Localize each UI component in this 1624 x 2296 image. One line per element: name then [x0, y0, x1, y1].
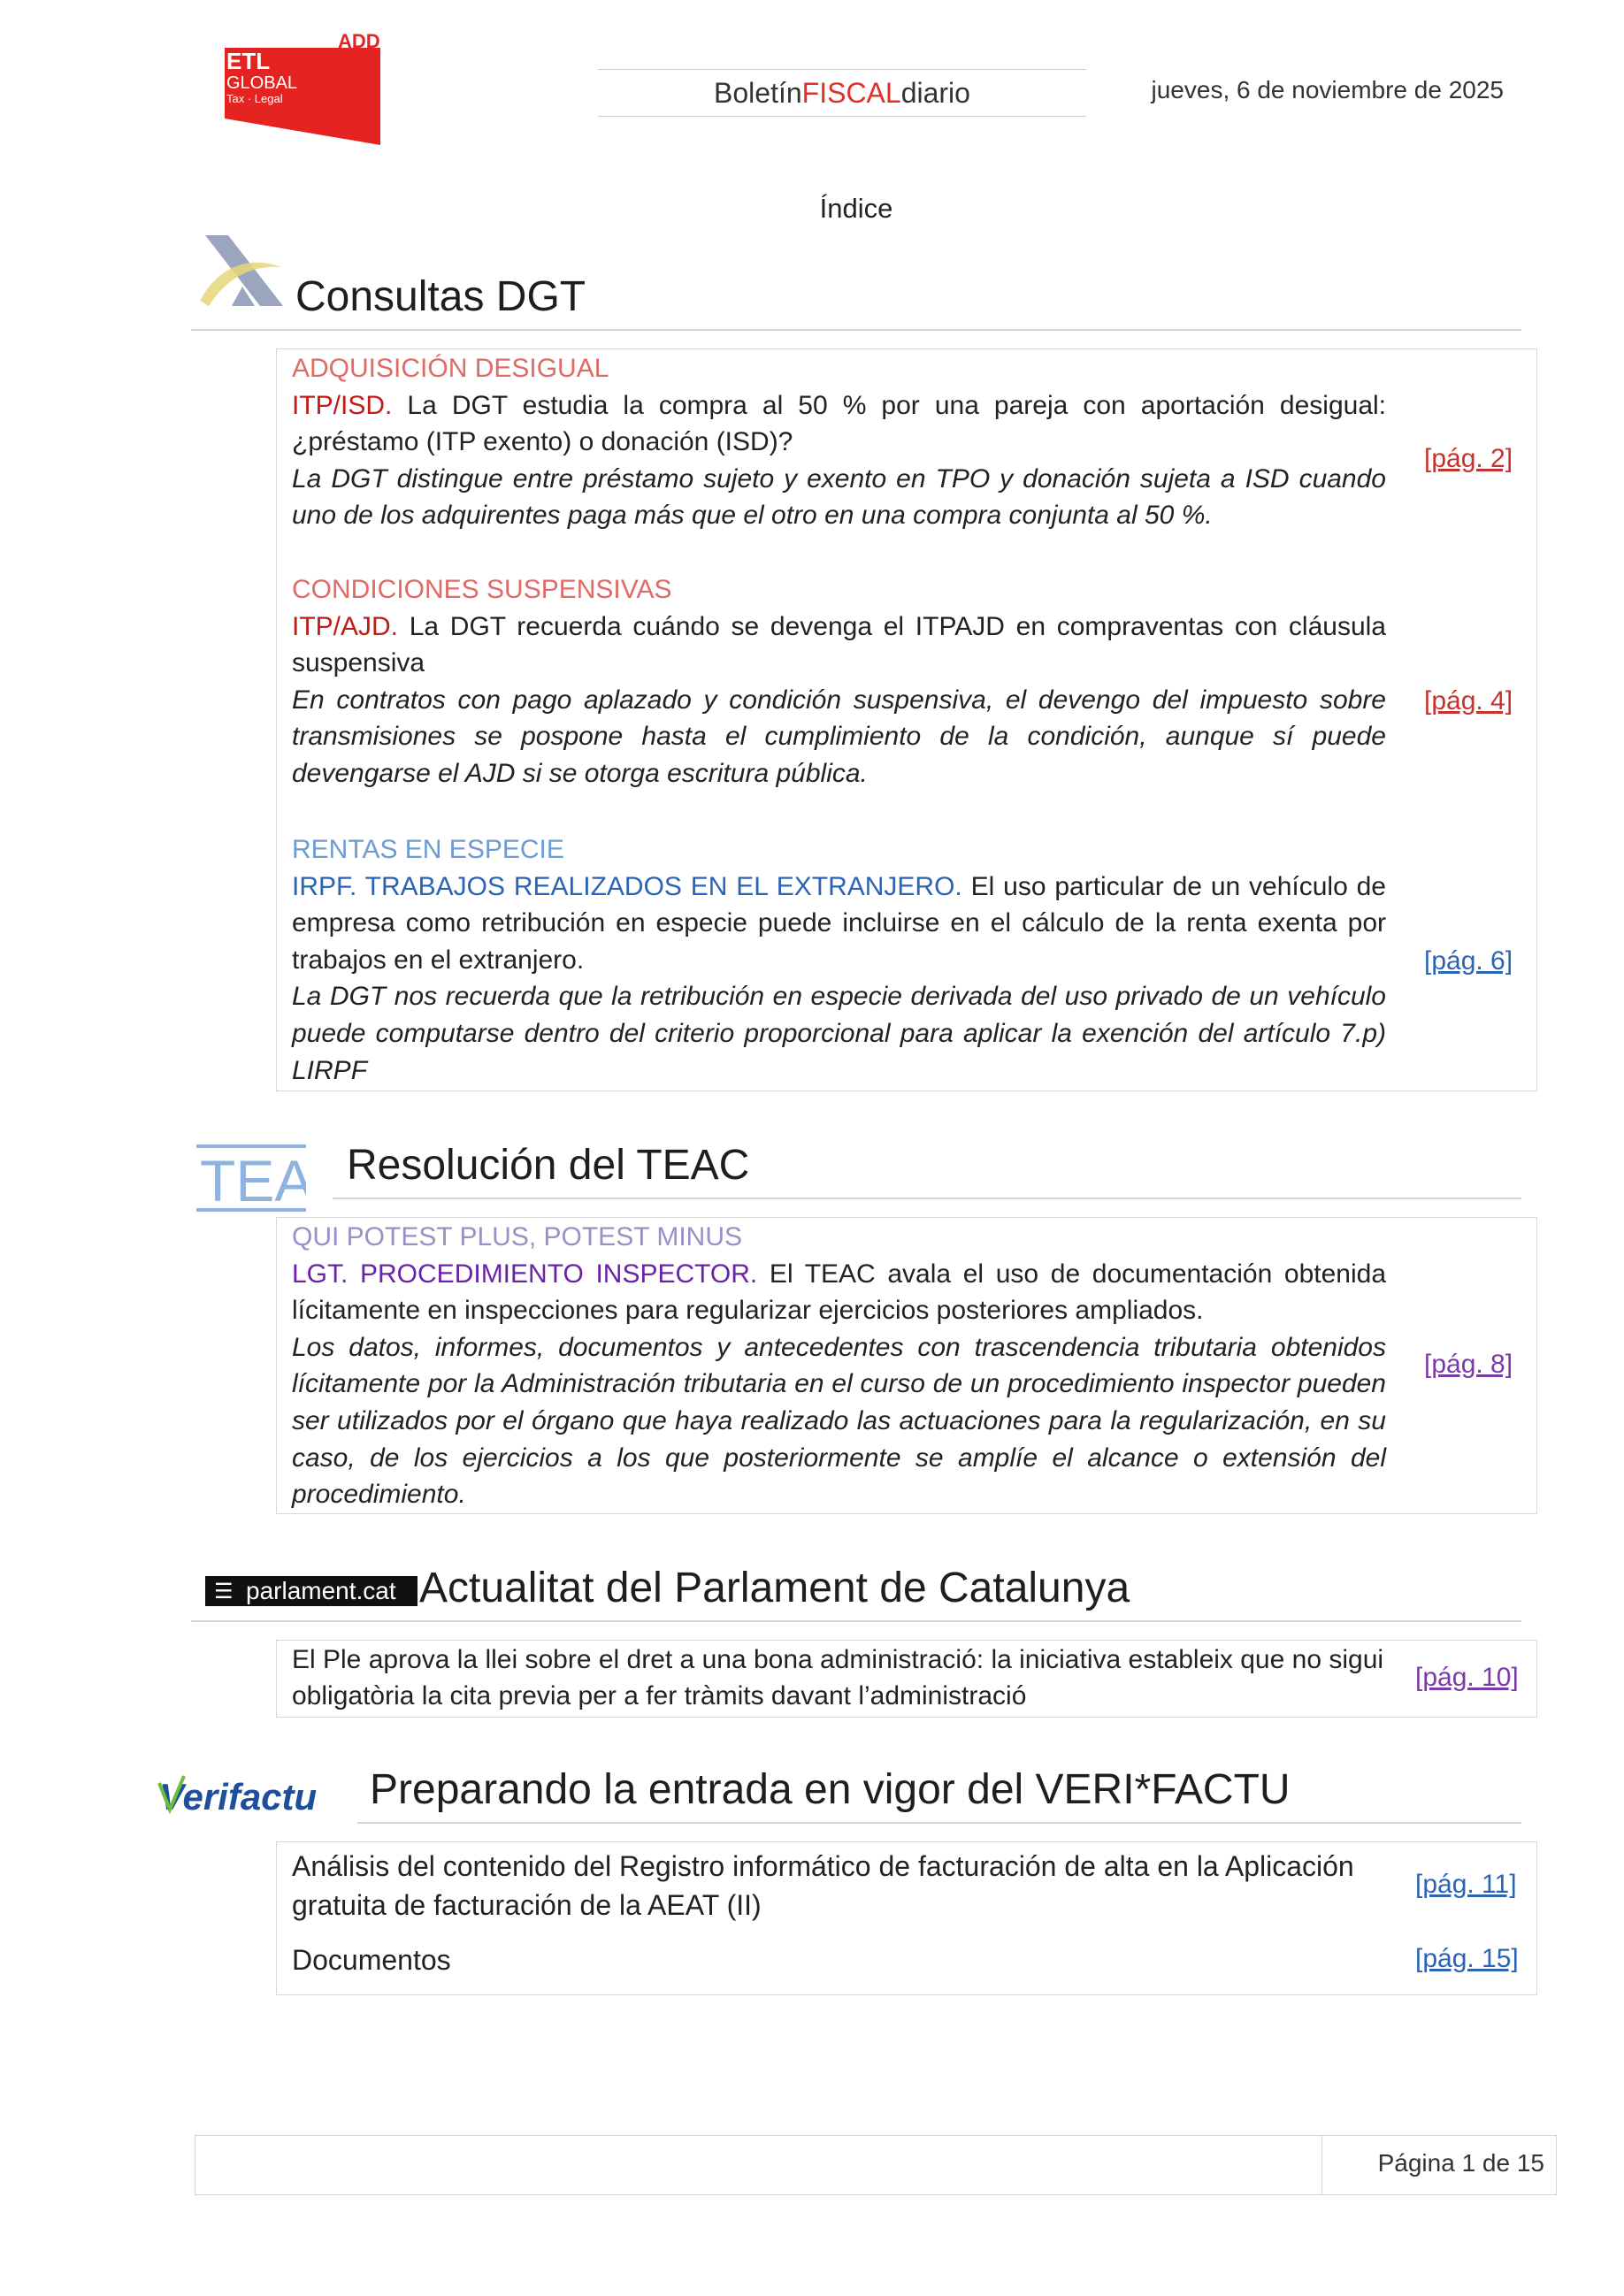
dgt-entry-2 — [292, 571, 1386, 792]
section-title-teac: Resolución del TEAC — [347, 1142, 750, 1189]
entry-summary: En contratos con pago aplazado y condición suspensiva, el devengo del impuesto sobre transmisiones se pospone hasta el cumplimiento de la condición, aunque sí puede devengarse el AJD si se otorga escritura pública. — [292, 685, 1386, 788]
entry-summary: Los datos, informes, documentos y antecedentes con trascendencia tributaria obtenidos lícitamente por la Administración tributaria en el curso de un procedimiento inspector pueden ser utilizados por el órgano que haya realizado las actuaciones para la regularización, en su caso, de los ejercicios a los que posteriormente se amplíe el alcance o extensión del procedimiento. — [292, 1332, 1386, 1510]
parlament-logo-text: parlament.cat — [246, 1577, 396, 1604]
agencia-tributaria-icon — [196, 232, 285, 311]
menu-icon: ☰ — [214, 1579, 234, 1603]
entry-category: ADQUISICIÓN DESIGUAL — [292, 354, 609, 383]
index-title: Índice — [819, 193, 893, 224]
bulletin-highlight: FISCAL — [801, 76, 901, 109]
entry-headline: El TEAC avala el uso de documentación obtenida lícitamente en inspecciones para regularizar ejercicios posteriores ampliados. — [292, 1259, 1387, 1326]
entry-headline: La DGT estudia la compra al 50 % por una pareja con aportación desigual: ¿préstamo (ITP exento) o donación (ISD)? — [292, 390, 1386, 457]
logo-add-text: ADD — [338, 34, 380, 52]
section-title-verifactu: Preparando la entrada en vigor del VERI*FACTU — [370, 1766, 1291, 1813]
page-link-2[interactable]: [pág. 2] — [1424, 444, 1513, 473]
etl-global-logo — [216, 34, 384, 145]
bulletin-prefix: Boletín — [714, 76, 802, 109]
section-title-parlament: Actualitat del Parlament de Catalunya — [419, 1565, 1130, 1611]
page-link-6[interactable]: [pág. 6] — [1424, 946, 1513, 976]
entry-category: RENTAS EN ESPECIE — [292, 835, 564, 864]
section-rule-parlament — [191, 1620, 1521, 1622]
verifactu-logo-text: Verifactu — [159, 1776, 318, 1818]
dgt-entry-3 — [292, 831, 1386, 1089]
teac-entry — [292, 1219, 1386, 1513]
page-link-10[interactable]: [pág. 10] — [1415, 1663, 1519, 1692]
teac-logo — [196, 1143, 306, 1213]
page-link-15[interactable]: [pág. 15] — [1415, 1944, 1519, 1973]
bulletin-date: jueves, 6 de noviembre de 2025 — [1151, 76, 1504, 103]
section-rule-dgt — [191, 329, 1521, 331]
page-link-11[interactable]: [pág. 11] — [1415, 1870, 1517, 1899]
page-link-8[interactable]: [pág. 8] — [1424, 1350, 1513, 1379]
page-number: Página 1 de 15 — [1377, 2149, 1544, 2177]
entry-headline: El uso particular de un vehículo de empresa como retribución en especie puede incluirse en el cálculo de la renta exenta por trabajos en el extranjero. — [292, 871, 1386, 975]
entry-headline: La DGT recuerda cuándo se devenga el ITPAJD en compraventas con cláusula suspensiva — [292, 611, 1386, 678]
entry-category: QUI POTEST PLUS, POTEST MINUS — [292, 1222, 742, 1251]
entry-keyword: IRPF. TRABAJOS REALIZADOS EN EL EXTRANJERO. — [292, 871, 962, 901]
bulletin-title — [598, 69, 1086, 117]
verifactu-item-2: Documentos — [292, 1944, 451, 1976]
logo-line2-text: GLOBAL — [226, 73, 298, 93]
page-link-4[interactable]: [pág. 4] — [1424, 686, 1513, 716]
entry-category: CONDICIONES SUSPENSIVAS — [292, 575, 672, 604]
entry-keyword: LGT. PROCEDIMIENTO INSPECTOR. — [292, 1259, 758, 1289]
entry-keyword: ITP/ISD. — [292, 390, 393, 420]
logo-line3-text: Tax · Legal — [226, 92, 283, 105]
bulletin-suffix: diario — [900, 76, 970, 109]
verifactu-item-1: Análisis del contenido del Registro informático de facturación de alta en la Aplicación gratuita de facturación de la AEAT (II) — [292, 1850, 1354, 1921]
section-title-dgt: Consultas DGT — [295, 273, 586, 320]
teac-logo-text: TEA — [200, 1148, 306, 1213]
parlament-logo — [205, 1576, 417, 1606]
verifactu-logo — [157, 1771, 334, 1820]
entry-keyword: ITP/AJD. — [292, 611, 399, 641]
logo-brand-text: ETL — [226, 48, 271, 74]
section-rule-teac — [333, 1198, 1521, 1199]
entry-summary: La DGT nos recuerda que la retribución en especie derivada del uso privado de un vehículo puede computarse dentro del criterio proporcional para aplicar la exención del artículo 7.p) LIRPF — [292, 982, 1386, 1085]
dgt-entry-1 — [292, 350, 1386, 534]
parlament-entry-text: El Ple aprova la llei sobre el dret a una bona administració: la iniciativa estableix que no sigui obligatòria la cita previa per a fer tràmits davant l’administració — [292, 1645, 1384, 1711]
section-rule-verifactu — [357, 1822, 1521, 1824]
entry-summary: La DGT distingue entre préstamo sujeto y exento en TPO y donación sujeta a ISD cuando uno de los adquirentes paga más que el otro en una compra conjunta al 50 %. — [292, 463, 1386, 531]
